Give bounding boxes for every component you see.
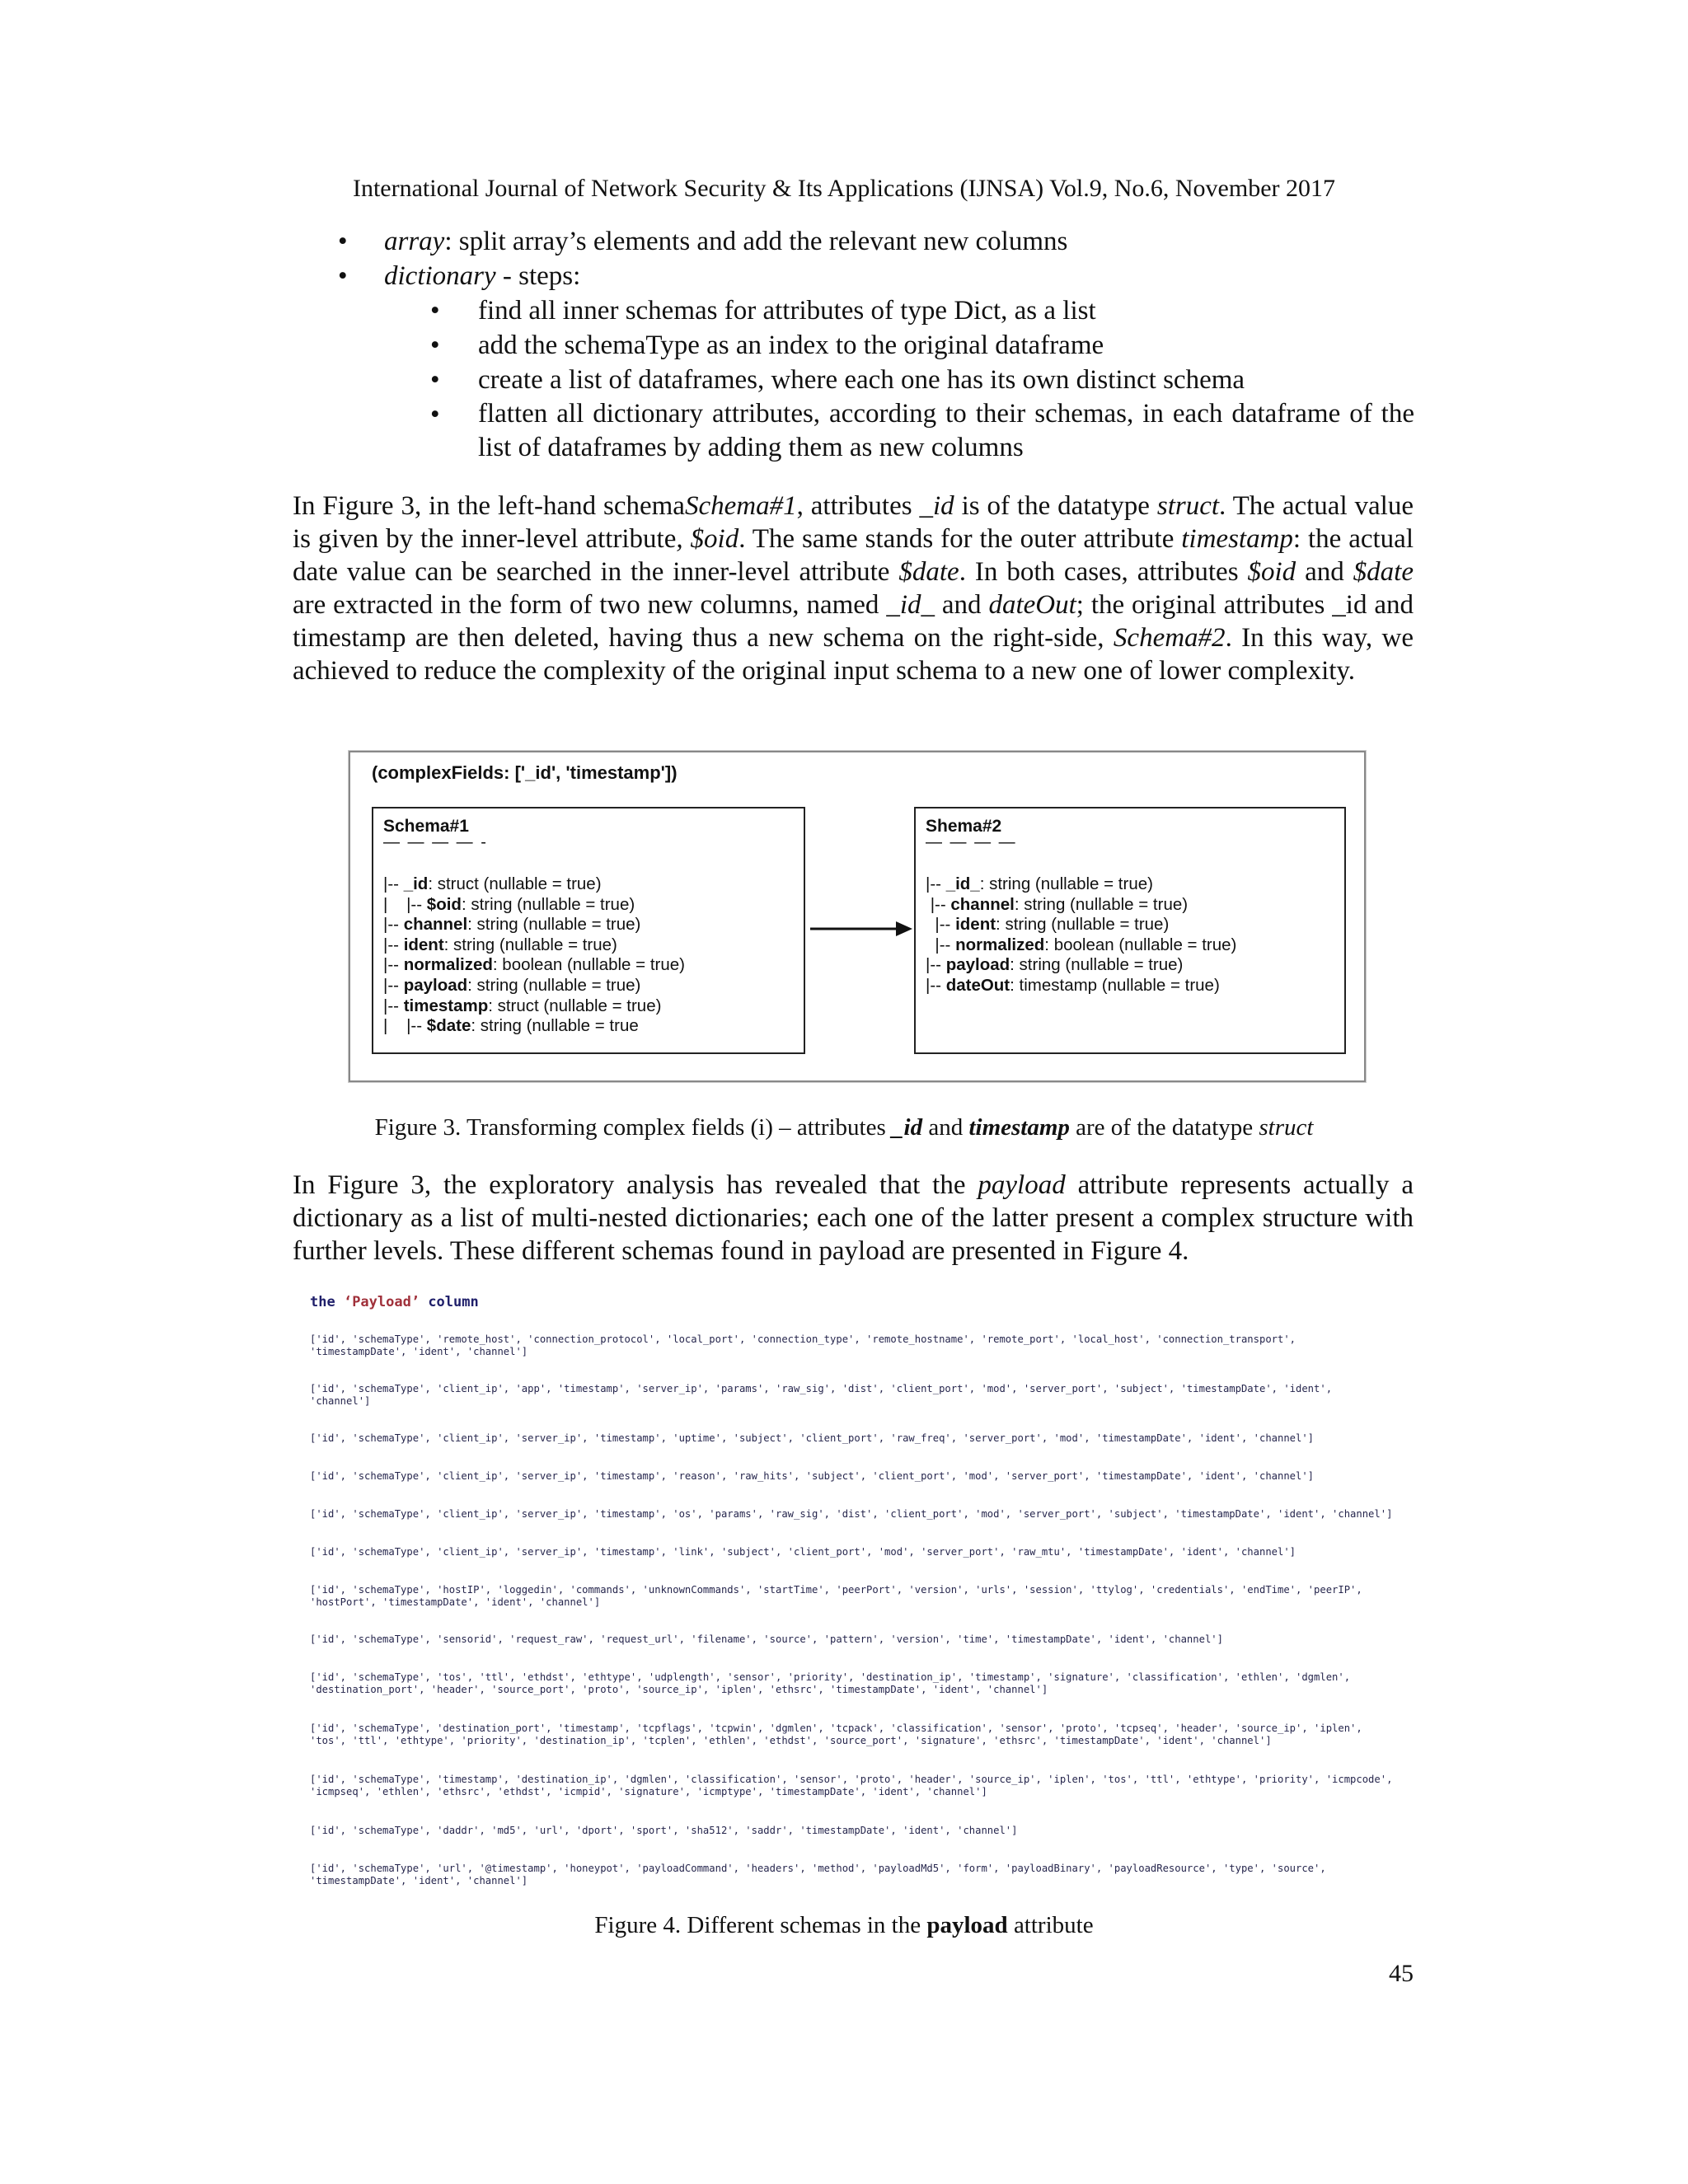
payload-schema-line: ['id', 'schemaType', 'tos', 'ttl', 'ethdst', 'ethtype', 'udplength', 'sensor', 'priority', 'destination_ip', 'timestamp', 'signature', 'classification', 'ethlen', 'dgmlen', 'destination_port', 'header', 'source_port', 'proto', 'source_ip', 'iplen', 'ethsrc', 'timestampDate', 'ident', 'channel'] bbox=[310, 1671, 1351, 1695]
schema-2-field-line: |-- normalized: boolean (nullable = true) bbox=[926, 935, 1237, 954]
paragraph-schema-description: In Figure 3, in the left-hand schemaSchema#1, attributes _id is of the datatype struct. The actual value is given by the inner-level attribute, $oid. The same stands for the outer attribute timestamp: the actual date value can be searched in the inner-level attribute $date. In both cases, attributes $oid and $date are extracted in the form of two new columns, named _id_ and dateOut; the original attributes _id and timestamp are then deleted, having thus a new schema on the right-side, Schema#2. In this way, we achieved to reduce the complexity of the original input schema to a new one of lower complexity. bbox=[293, 491, 1414, 686]
payload-schema-line: ['id', 'schemaType', 'client_ip', 'server_ip', 'timestamp', 'reason', 'raw_hits', 'subject', 'client_port', 'mod', 'server_port', 'timestampDate', 'ident', 'channel'] bbox=[310, 1470, 1315, 1482]
schema-1-field-line: |-- timestamp: struct (nullable = true) bbox=[383, 996, 662, 1015]
payload-schema-line: ['id', 'schemaType', 'timestamp', 'destination_ip', 'dgmlen', 'classification', 'sensor', 'proto', 'header', 'source_ip', 'iplen', 'tos', 'ttl', 'ethtype', 'priority', 'icmpcode', 'icmpseq', 'ethlen', 'ethsrc', 'ethdst', 'icmpid', 'signature', 'icmptype', 'timestampDate', 'ident', 'channel'] bbox=[310, 1774, 1393, 1797]
payload-schema-line: ['id', 'schemaType', 'daddr', 'md5', 'url', 'dport', 'sport', 'sha512', 'saddr', 'timestampDate', 'ident', 'channel'] bbox=[310, 1825, 1018, 1836]
schema-2-field-line: |-- dateOut: timestamp (nullable = true) bbox=[926, 975, 1220, 995]
payload-schema-line: ['id', 'schemaType', 'url', '@timestamp', 'honeypot', 'payloadCommand', 'headers', 'method', 'payloadMd5', 'form', 'payloadBinary', 'payloadResource', 'type', 'source', 'timestampDate', 'ident', 'channel'] bbox=[310, 1863, 1326, 1886]
schema-2-name: Shema#2 bbox=[926, 817, 1002, 836]
schema-2-fields bbox=[926, 874, 1236, 996]
figure-4-caption: Figure 4. Different schemas in the payload attribute bbox=[594, 1912, 1094, 1938]
schema-2-field-line: |-- _id_: string (nullable = true) bbox=[926, 874, 1153, 893]
schema-1-name: Schema#1 bbox=[383, 817, 469, 836]
schema-1-field-line: | |-- $oid: string (nullable = true) bbox=[383, 894, 635, 914]
schema-2-field-line: |-- channel: string (nullable = true) bbox=[926, 894, 1189, 914]
schema-1-fields bbox=[383, 874, 685, 1037]
schema-2-field-line: |-- payload: string (nullable = true) bbox=[926, 955, 1184, 975]
payload-schema-line: ['id', 'schemaType', 'sensorid', 'request_raw', 'request_url', 'filename', 'source', 'pattern', 'version', 'time', 'timestampDate', 'ident', 'channel'] bbox=[310, 1633, 1223, 1645]
payload-schema-line: ['id', 'schemaType', 'destination_port', 'timestamp', 'tcpflags', 'tcpwin', 'dgmlen', 'tcpack', 'classification', 'sensor', 'proto', 'tcpseq', 'header', 'source_ip', 'iplen', 'tos', 'ttl', 'ethtype', 'priority', 'destination_ip', 'tcplen', 'ethlen', 'ethdst', 'source_port', 'signature', 'ethsrc', 'timestampDate', 'ident', 'channel'] bbox=[310, 1722, 1362, 1746]
transform-arrow-icon bbox=[809, 919, 916, 939]
payload-schema-line: ['id', 'schemaType', 'client_ip', 'server_ip', 'timestamp', 'link', 'subject', 'client_port', 'mod', 'server_port', 'raw_mtu', 'timestampDate', 'ident', 'channel'] bbox=[310, 1546, 1296, 1558]
payload-schema-line: ['id', 'schemaType', 'hostIP', 'loggedin', 'commands', 'unknownCommands', 'startTime', 'peerPort', 'version', 'urls', 'session', 'ttylog', 'credentials', 'endTime', 'peerIP', 'hostPort', 'timestampDate', 'ident', 'channel'] bbox=[310, 1584, 1362, 1608]
figure-3 bbox=[349, 751, 1366, 1082]
figure-3-title: (complexFields: ['_id', 'timestamp']) bbox=[372, 762, 678, 783]
schema-1-field-line: |-- payload: string (nullable = true) bbox=[383, 975, 641, 995]
schema-1-field-line: |-- normalized: boolean (nullable = true) bbox=[383, 955, 685, 975]
figure-4 bbox=[310, 1294, 1414, 1886]
schema-1-dashes: — — — — - bbox=[383, 833, 488, 851]
paragraph-payload-analysis: In Figure 3, the exploratory analysis has revealed that the payload attribute represents actually a dictionary as a list of multi-nested dictionaries; each one of the latter present a complex structure with further levels. These different schemas found in payload are presented in Figure 4. bbox=[293, 1170, 1414, 1266]
payload-schema-line: ['id', 'schemaType', 'client_ip', 'server_ip', 'timestamp', 'uptime', 'subject', 'client_port', 'raw_freq', 'server_port', 'mod', 'timestampDate', 'ident', 'channel'] bbox=[310, 1432, 1315, 1444]
figure-3-caption: Figure 3. Transforming complex fields (i) – attributes _id and timestamp are of the datatype struct bbox=[374, 1114, 1314, 1141]
schema-1-field-line: |-- _id: struct (nullable = true) bbox=[383, 874, 602, 893]
schema-1-field-line: | |-- $date: string (nullable = true bbox=[383, 1016, 639, 1036]
schema-2-dashes: — — — — bbox=[926, 833, 1017, 851]
schema-2-field-line: |-- ident: string (nullable = true) bbox=[926, 915, 1170, 935]
schema-1-field-line: |-- ident: string (nullable = true) bbox=[383, 935, 617, 954]
journal-header: International Journal of Network Security & Its Applications (IJNSA) Vol.9, No.6, November 2017 bbox=[352, 175, 1336, 202]
payload-schema-line: ['id', 'schemaType', 'client_ip', 'app', 'timestamp', 'server_ip', 'params', 'raw_sig', 'dist', 'client_port', 'mod', 'server_port', 'subject', 'timestampDate', 'ident', 'channel'] bbox=[310, 1383, 1333, 1407]
page-number: 45 bbox=[1389, 1960, 1414, 1987]
payload-schema-line: ['id', 'schemaType', 'client_ip', 'server_ip', 'timestamp', 'os', 'params', 'raw_sig', 'dist', 'client_port', 'mod', 'server_port', 'subject', 'timestampDate', 'ident', 'channel'] bbox=[310, 1508, 1393, 1520]
schema-1-field-line: |-- channel: string (nullable = true) bbox=[383, 915, 641, 935]
payload-schema-line: ['id', 'schemaType', 'remote_host', 'connection_protocol', 'local_port', 'connection_type', 'remote_hostname', 'remote_port', 'local_host', 'connection_transport', 'timestampDate', 'ident', 'channel'] bbox=[310, 1333, 1296, 1357]
schema-1-box bbox=[372, 807, 805, 1054]
schema-2-box bbox=[914, 807, 1346, 1054]
figure-4-title: the ‘Payload’ column bbox=[310, 1294, 479, 1310]
